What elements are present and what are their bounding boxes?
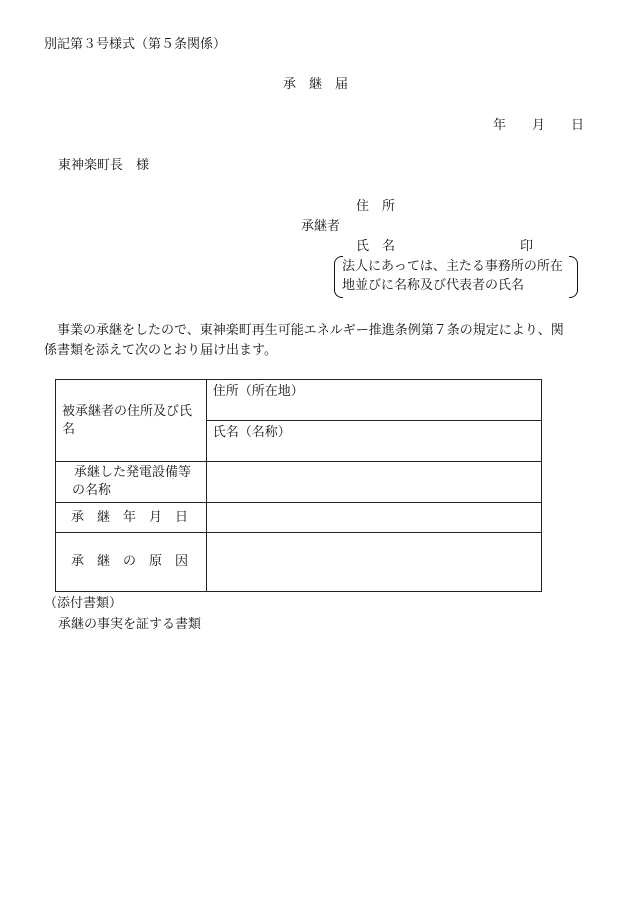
succession-date-cell[interactable]	[206, 503, 541, 533]
table-row	[56, 503, 542, 533]
table-row	[56, 380, 542, 421]
body-line-2: 係書類を添えて次のとおり届け出ます。	[44, 343, 277, 358]
facility-label-cell	[56, 462, 207, 503]
applicant-name-label: 氏 名	[356, 239, 396, 254]
succession-info-table	[55, 379, 542, 592]
predecessor-address-cell[interactable]	[206, 380, 541, 421]
successor-label: 承継者	[301, 219, 341, 234]
facility-name-cell[interactable]	[206, 462, 541, 503]
document-title: 承 継 届	[283, 77, 349, 92]
predecessor-label-line-1: 被承継者の住所及び氏	[62, 403, 193, 419]
address-field-label: 住所（所在地）	[212, 384, 304, 399]
name-field-label: 氏名（名称）	[212, 425, 291, 440]
corporation-note-line-1: 法人にあっては、主たる事務所の所在	[342, 259, 563, 274]
predecessor-label-line-2: 名	[62, 421, 76, 437]
succession-reason-label-cell	[56, 533, 207, 592]
seal-mark: 印	[520, 239, 534, 254]
addressee: 東神楽町長 様	[58, 158, 150, 173]
table-row	[56, 462, 542, 503]
facility-label-line-2: の名称	[72, 483, 112, 498]
body-paragraph	[44, 321, 590, 361]
facility-label-line-1: 承継した発電設備等	[74, 465, 192, 480]
succession-date-label: 承 継 年 月 日	[71, 509, 189, 525]
attachments-heading: （添付書類）	[44, 596, 123, 611]
form-number-label: 別記第３号様式（第５条関係）	[44, 37, 227, 52]
table-row	[56, 533, 542, 592]
succession-reason-cell[interactable]	[206, 533, 541, 592]
succession-date-label-cell	[56, 503, 207, 533]
predecessor-label-cell	[56, 380, 207, 462]
corporation-note	[334, 256, 578, 298]
applicant-address-label: 住 所	[356, 199, 396, 214]
succession-reason-label: 承 継 の 原 因	[71, 554, 189, 569]
predecessor-name-cell[interactable]	[206, 421, 541, 462]
date-line: 年 月 日	[493, 118, 585, 133]
right-bracket	[569, 256, 578, 298]
attachment-item: 承継の事実を証する書類	[58, 617, 202, 632]
corporation-note-line-2: 地並びに名称及び代表者の氏名	[342, 278, 525, 293]
body-line-1: 事業の承継をしたので、東神楽町再生可能エネルギー推進条例第７条の規定により、関	[44, 323, 564, 338]
